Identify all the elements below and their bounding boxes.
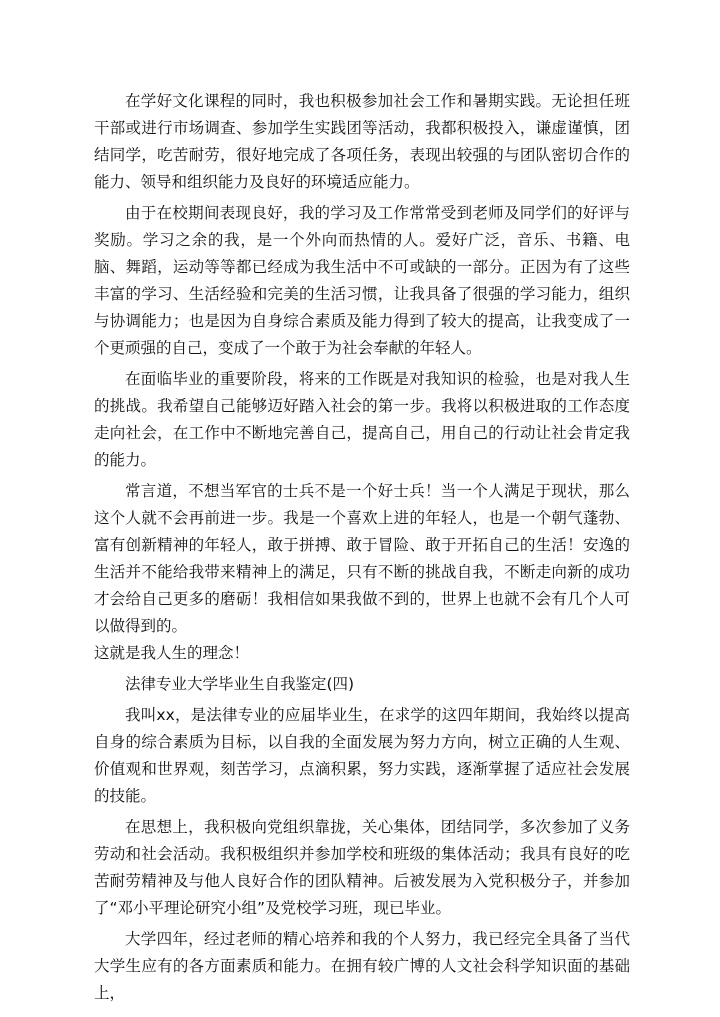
paragraph-graduation: 在面临毕业的重要阶段，将来的工作既是对我知识的检验，也是对我人生的挑战。我希望自己能够迈好踏入社会的第一步。我将以积极进取的工作态度走向社会，在工作中不断地完善自己，提高自己，用自己的行动让社会肯定我的能力。 [94, 370, 630, 469]
paragraph-university-years: 大学四年，经过老师的精心培养和我的个人努力，我已经完全具备了当代大学生应有的各方面素质和能力。在拥有较广博的人文社会科学知识面的基础上， [94, 930, 630, 1002]
document-body [94, 88, 630, 1011]
paragraph-motto-tail: 这就是我人生的理念！ [94, 644, 250, 662]
section-title: 法律专业大学毕业生自我鉴定(四) [125, 675, 355, 693]
paragraph-ideology: 在思想上，我积极向党组织靠拢，关心集体，团结同学，多次参加了义务劳动和社会活动。我积极组织并参加学校和班级的集体活动；我具有良好的吃苦耐劳精神及与他人良好合作的团队精神。后被发展为入党积极分子，并参加了“邓小平理论研究小组”及党校学习班，现已毕业。 [94, 818, 630, 917]
paragraph-social-work: 在学好文化课程的同时，我也积极参加社会工作和暑期实践。无论担任班干部或进行市场调查、参加学生实践团等活动，我都积极投入，谦虚谨慎，团结同学，吃苦耐劳，很好地完成了各项任务，表现出较强的与团队密切合作的能力、领导和组织能力及良好的环境适应能力。 [94, 92, 630, 191]
paragraph-school-performance: 由于在校期间表现良好，我的学习及工作常常受到老师及同学们的好评与奖励。学习之余的我，是一个外向而热情的人。爱好广泛，音乐、书籍、电脑、舞蹈，运动等等都已经成为我生活中不可或缺的一部分。正因为有了这些丰富的学习、生活经验和完美的生活习惯，让我具备了很强的学习能力，组织与协调能力；也是因为自身综合素质及能力得到了较大的提高，让我变成了一个更顽强的自己，变成了一个敢于为社会奉献的年轻人。 [94, 204, 630, 357]
paragraph-motto: 常言道，不想当军官的士兵不是一个好士兵！当一个人满足于现状，那么这个人就不会再前进一步。我是一个喜欢上进的年轻人，也是一个朝气蓬勃、富有创新精神的年轻人，敢于拼搏、敢于冒险、敢于开拓自己的生活！安逸的生活并不能给我带来精神上的满足，只有不断的挑战自我，不断走向新的成功才会给自己更多的磨砺！我相信如果我做不到的，世界上也就不会有几个人可以做得到的。 [94, 482, 630, 635]
paragraph-introduction: 我叫xx，是法律专业的应届毕业生，在求学的这四年期间，我始终以提高自身的综合素质为目标，以自我的全面发展为努力方向，树立正确的人生观、价值观和世界观，刻苦学习，点滴积累，努力实践，逐渐掌握了适应社会发展的技能。 [94, 706, 630, 805]
